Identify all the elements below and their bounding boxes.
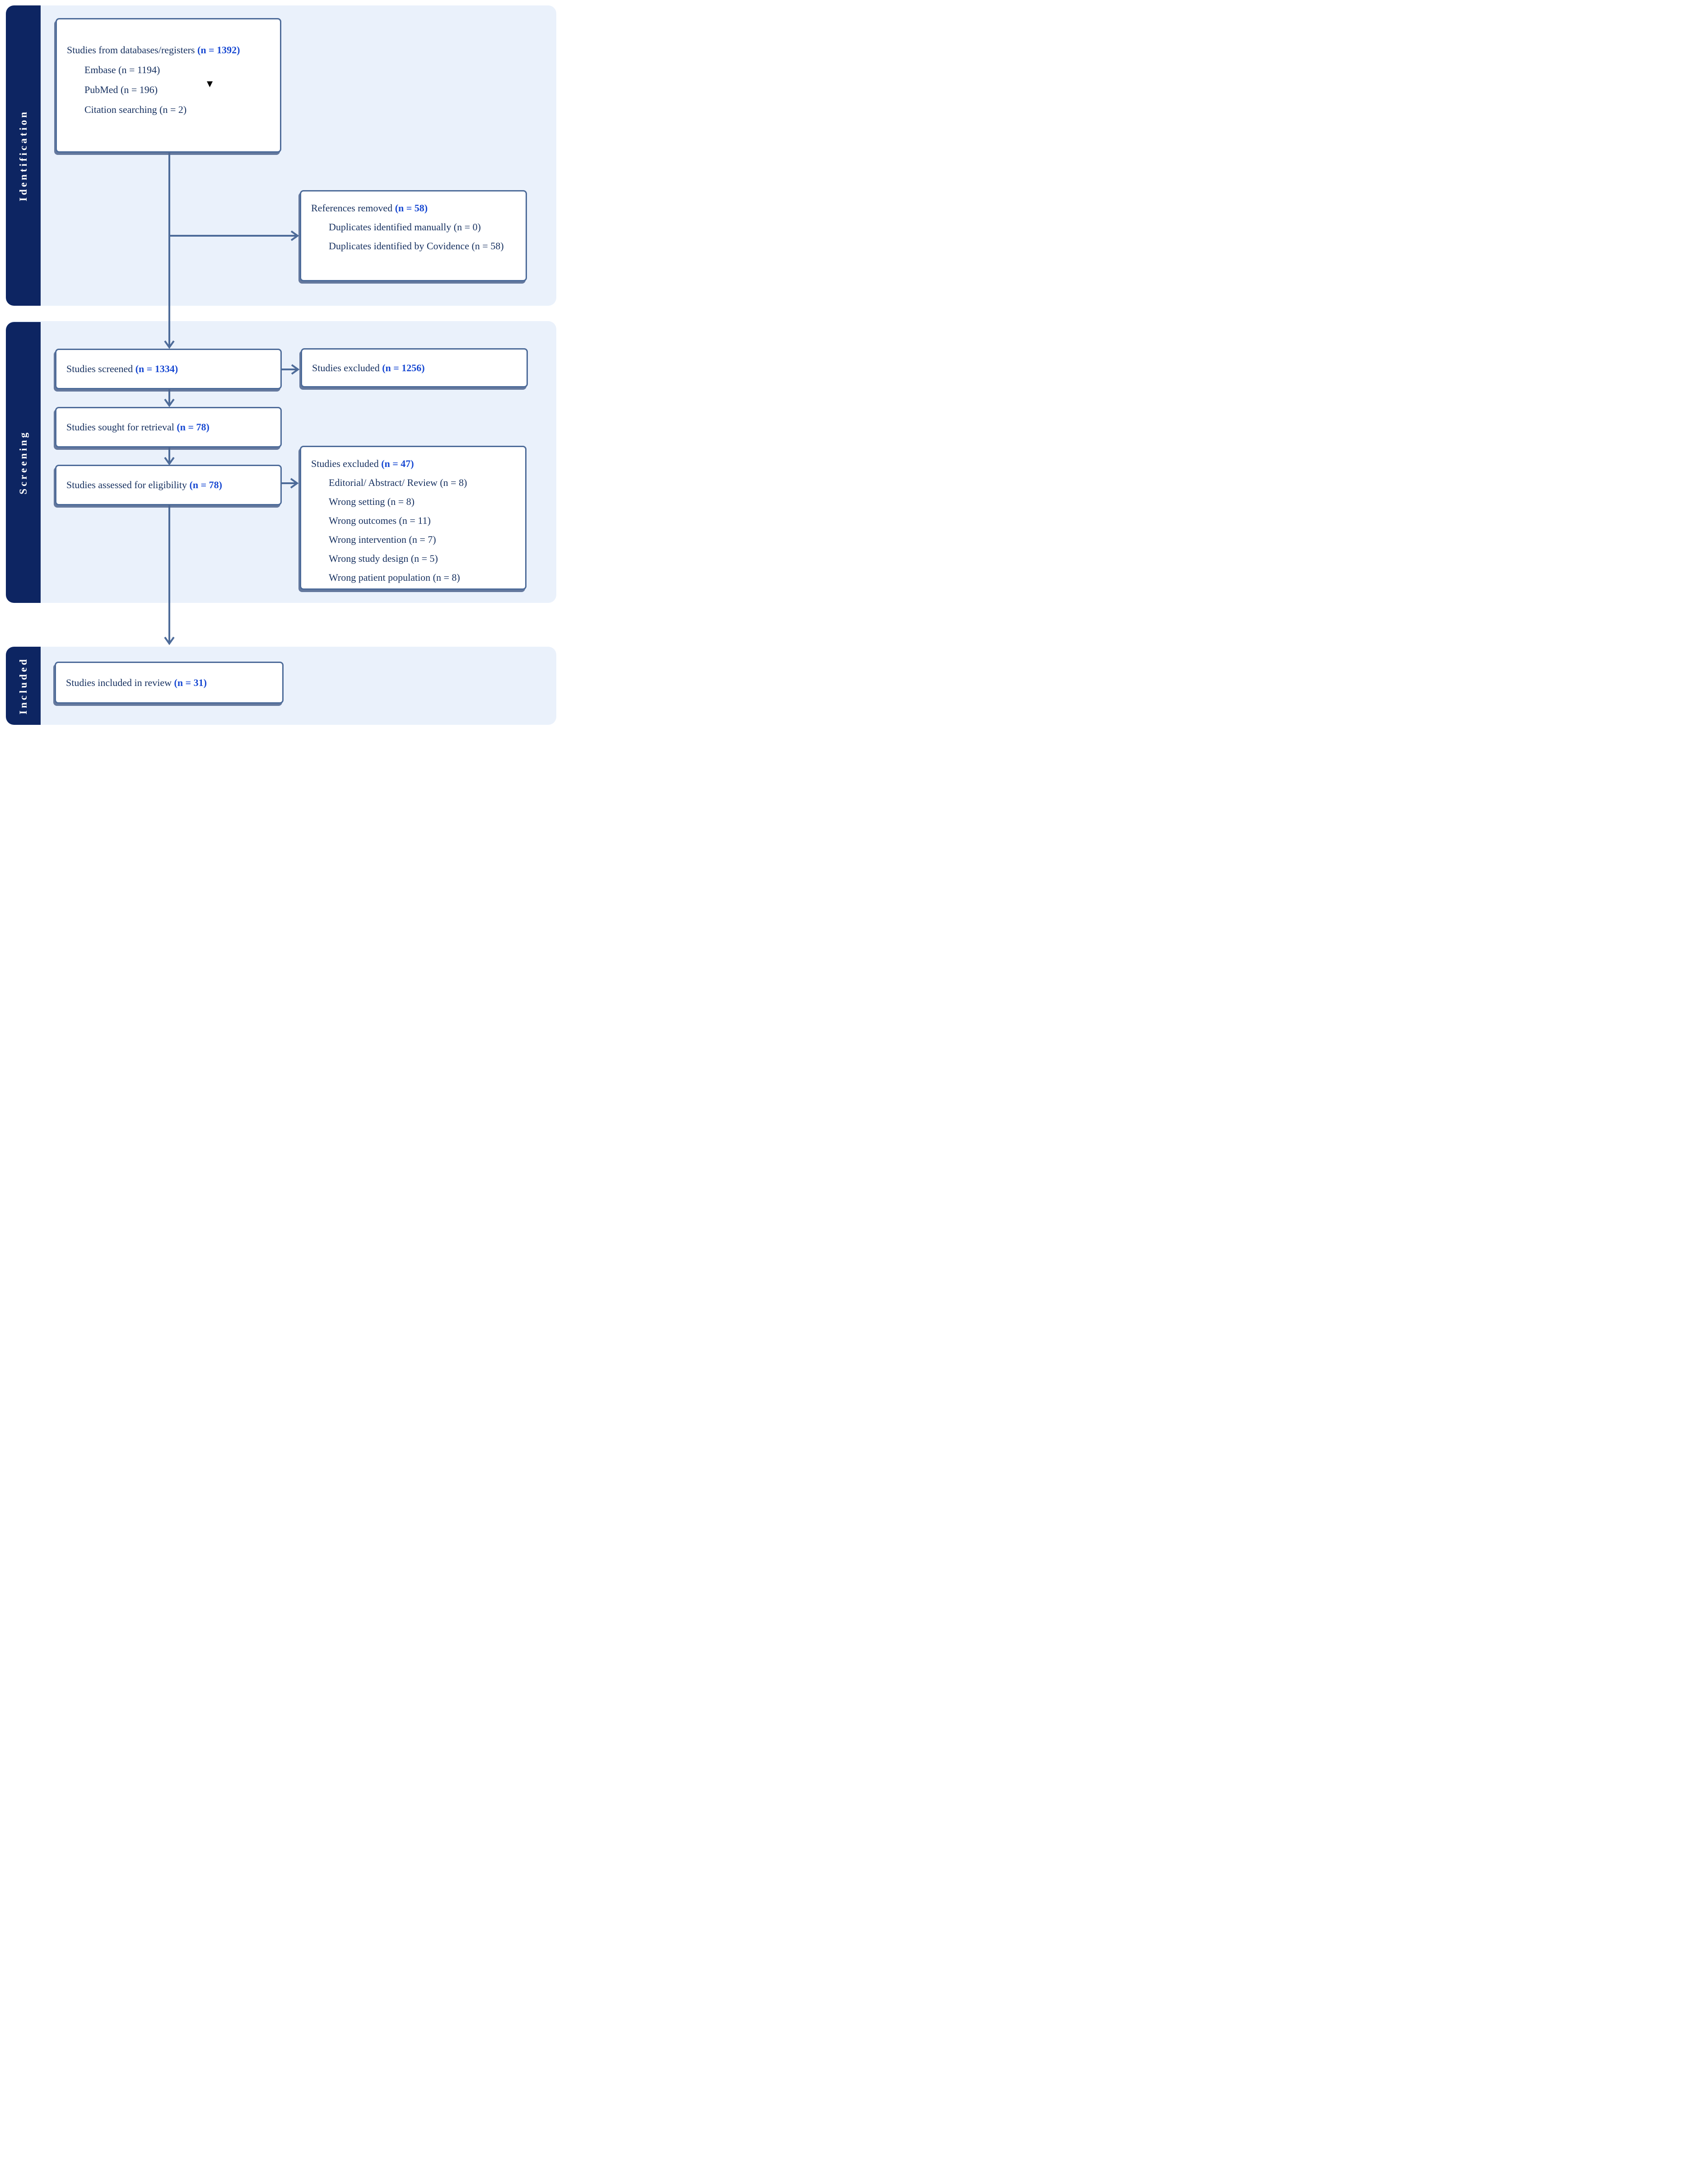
box-item: Duplicates identified by Covidence (n = 58) xyxy=(329,240,504,252)
box-item: Wrong outcomes (n = 11) xyxy=(329,515,431,526)
box-references-removed xyxy=(300,190,527,281)
box-title: Studies excluded (n = 1256) xyxy=(312,362,425,373)
box-item: Wrong intervention (n = 7) xyxy=(329,534,436,545)
box-studies-assessed xyxy=(55,465,282,505)
box-item: Wrong setting (n = 8) xyxy=(329,496,415,507)
box-title: Studies from databases/registers (n = 1392) xyxy=(67,44,240,56)
box-title: Studies excluded (n = 47) xyxy=(311,458,414,469)
box-title: Studies screened (n = 1334) xyxy=(66,363,178,374)
box-studies-excluded-eligibility xyxy=(300,446,527,590)
sidebar-label-identification: Identification xyxy=(17,110,29,201)
prisma-flow-diagram xyxy=(0,0,562,728)
box-item: Citation searching (n = 2) xyxy=(84,104,187,115)
sidebar-label-screening: Screening xyxy=(17,430,29,495)
box-studies-included xyxy=(55,662,284,704)
box-title: Studies assessed for eligibility (n = 78) xyxy=(66,479,222,490)
box-item: Duplicates identified manually (n = 0) xyxy=(329,221,481,233)
box-studies-screened xyxy=(55,349,282,389)
box-title: Studies sought for retrieval (n = 78) xyxy=(66,421,210,433)
box-studies-sought xyxy=(55,407,282,448)
box-item: Wrong study design (n = 5) xyxy=(329,553,438,564)
box-item: PubMed (n = 196) xyxy=(84,84,158,95)
box-item: Editorial/ Abstract/ Review (n = 8) xyxy=(329,477,467,488)
box-item: Wrong patient population (n = 8) xyxy=(329,572,460,583)
box-item: Embase (n = 1194) xyxy=(84,64,160,75)
triangle-down-icon: ▼ xyxy=(207,79,213,89)
box-studies-from-databases xyxy=(56,18,281,153)
sidebar-label-included: Included xyxy=(17,657,29,714)
box-title: Studies included in review (n = 31) xyxy=(66,677,207,688)
box-title: References removed (n = 58) xyxy=(311,202,428,214)
box-studies-excluded-screening xyxy=(301,348,528,387)
